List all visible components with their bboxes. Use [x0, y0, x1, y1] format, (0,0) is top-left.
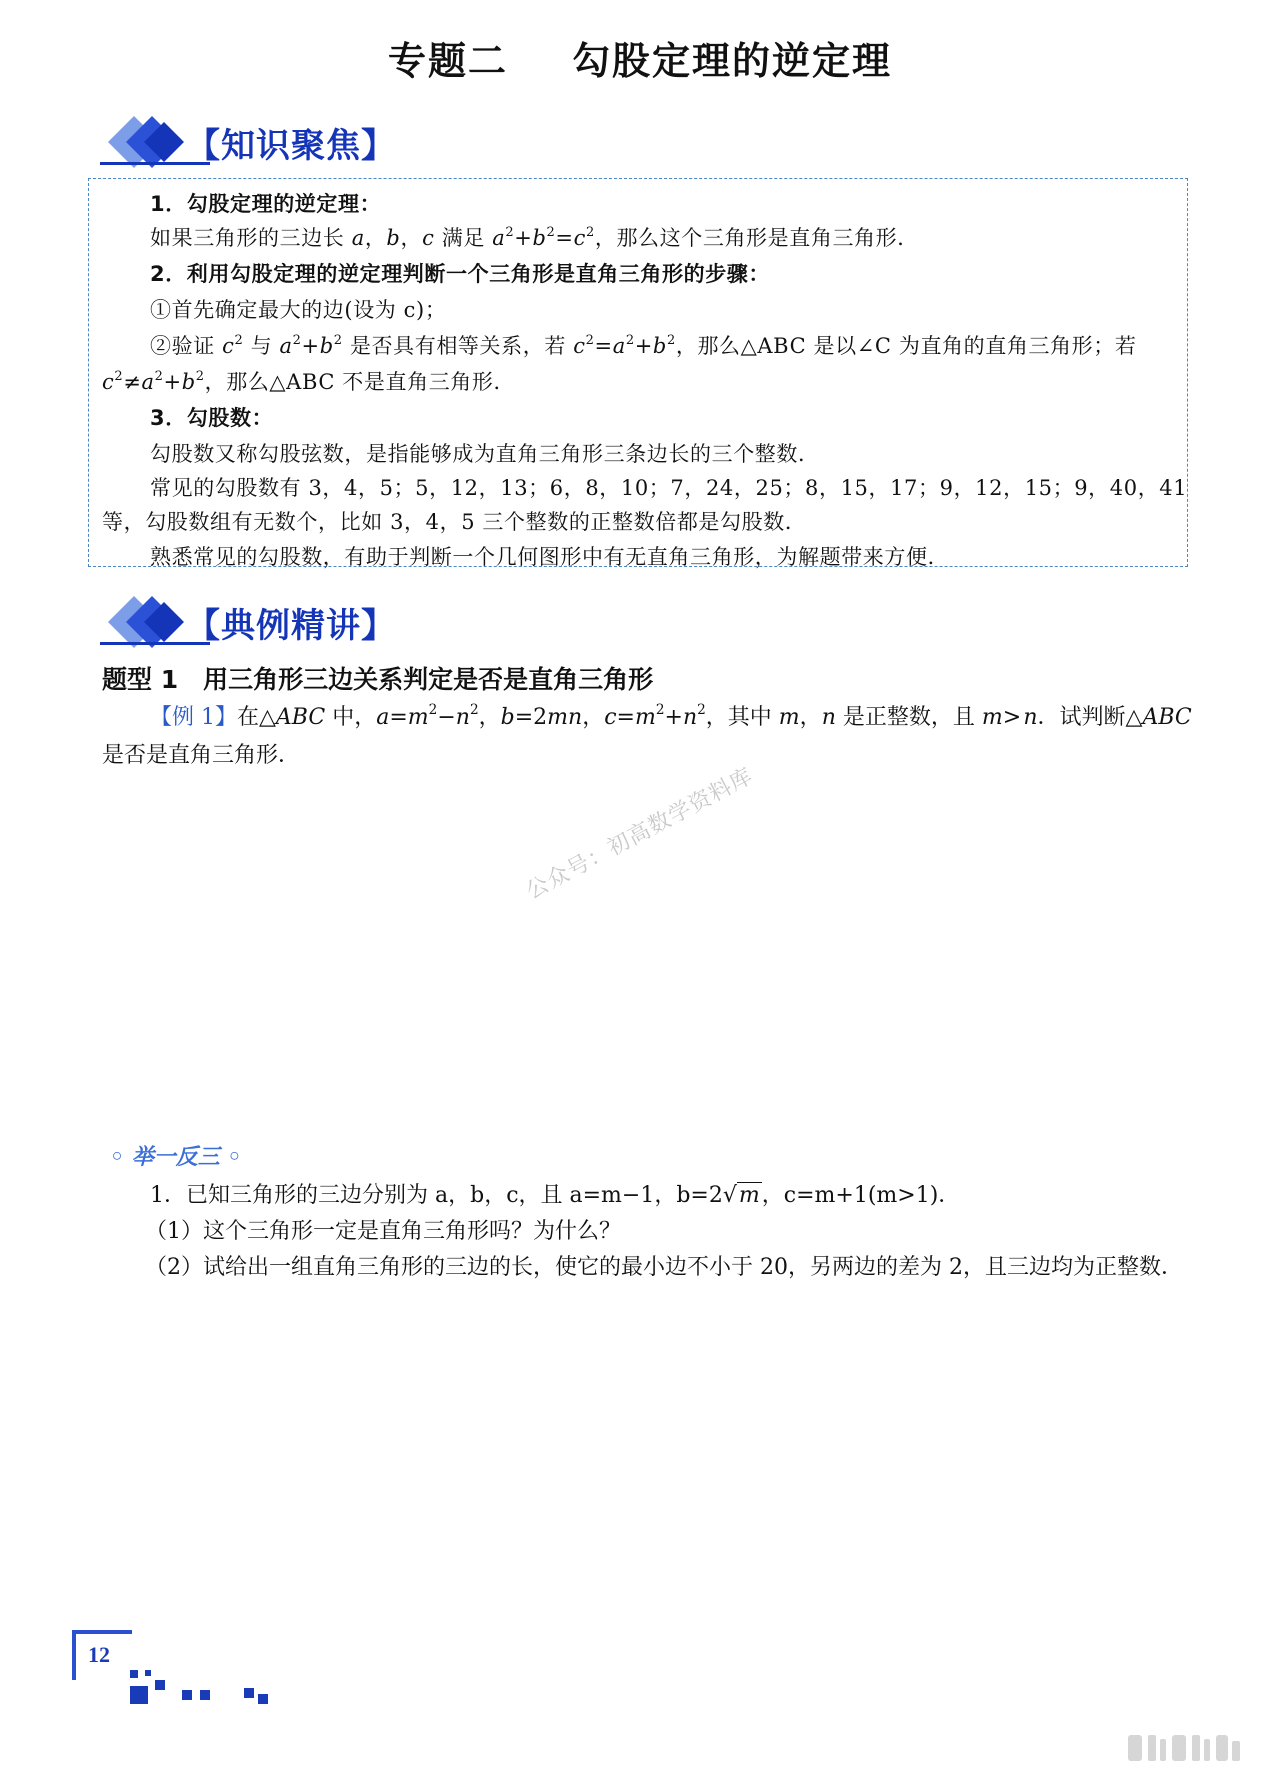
question-type-title: 题型 1 用三角形三边关系判定是否是直角三角形	[102, 665, 654, 694]
page-number: 12	[72, 1630, 132, 1680]
example1-line1: 【例 1】在△ABC 中，$a=m^2-n^2$，b=2mn，$c=m^2+n^2$，其中 m，n 是正整数，且 m> n．试判断△ABC	[150, 702, 1192, 730]
step2: ②验证 $c^2$ 与 $a^2+b^2$ 是否具有相等关系，若 $c^2=a^2+b^2$，那么△ABC 是以∠C 为直角的直角三角形；若	[150, 332, 1137, 358]
item2-title: 2．利用勾股定理的逆定理判断一个三角形是直角三角形的步骤：	[150, 262, 771, 286]
item3-line3: 等，勾股数组有无数个，比如 3，4，5 三个整数的正整数倍都是勾股数．	[102, 510, 807, 534]
knowledge-section-banner	[100, 110, 500, 174]
examples-section-label: 【典例精讲】	[186, 606, 396, 646]
example1-line2: 是否是直角三角形．	[102, 743, 301, 768]
step1: ①首先确定最大的边(设为 c)；	[150, 298, 447, 322]
topic-title: 勾股定理的逆定理	[572, 39, 893, 83]
practice-q1-part1: （1）这个三角形一定是直角三角形吗？为什么？	[145, 1219, 621, 1244]
item1-text: 如果三角形的三边长 a，b，c 满足 $a^2+b^2=c^2$，那么这个三角形是直角三角形．	[150, 224, 919, 250]
item3-line4: 熟悉常见的勾股数，有助于判断一个几何图形中有无直角三角形，为解题带来方便．	[150, 545, 950, 569]
item3-line1: 勾股数又称勾股弦数，是指能够成为直角三角形三条边长的三个整数．	[150, 442, 820, 466]
step2-continued: $c^2\ne a^2+b^2$，那么△ABC 不是直角三角形．	[102, 368, 516, 394]
practice-label: ◦ 举一反三 ◦	[110, 1145, 242, 1170]
topic-number: 专题二	[387, 39, 508, 83]
page-title	[0, 30, 1280, 85]
item3-title: 3．勾股数：	[150, 406, 274, 430]
examples-section-banner	[100, 590, 500, 654]
knowledge-section-label: 【知识聚焦】	[186, 126, 396, 166]
watermark-text: 公众号：初高数学资料库	[522, 763, 758, 905]
decorative-mark-icon	[1128, 1735, 1243, 1765]
item1-title: 1．勾股定理的逆定理：	[150, 192, 382, 216]
practice-q1: 1．已知三角形的三边分别为 a，b，c，且 a=m−1，b=2√m，c=m+1(m>1)．	[150, 1183, 961, 1208]
practice-q1-part2: （2）试给出一组直角三角形的三边的长，使它的最小边不小于 20，另两边的差为 2，且三边均为正整数．	[145, 1255, 1183, 1280]
example1-tag: 【例 1】	[150, 705, 237, 730]
sqrt-symbol: √m	[722, 1183, 760, 1208]
item3-line2: 常见的勾股数有 3，4，5；5，12，13；6，8，10；7，24，25；8，15，17；9，12，15；9，40，41	[150, 476, 1188, 500]
